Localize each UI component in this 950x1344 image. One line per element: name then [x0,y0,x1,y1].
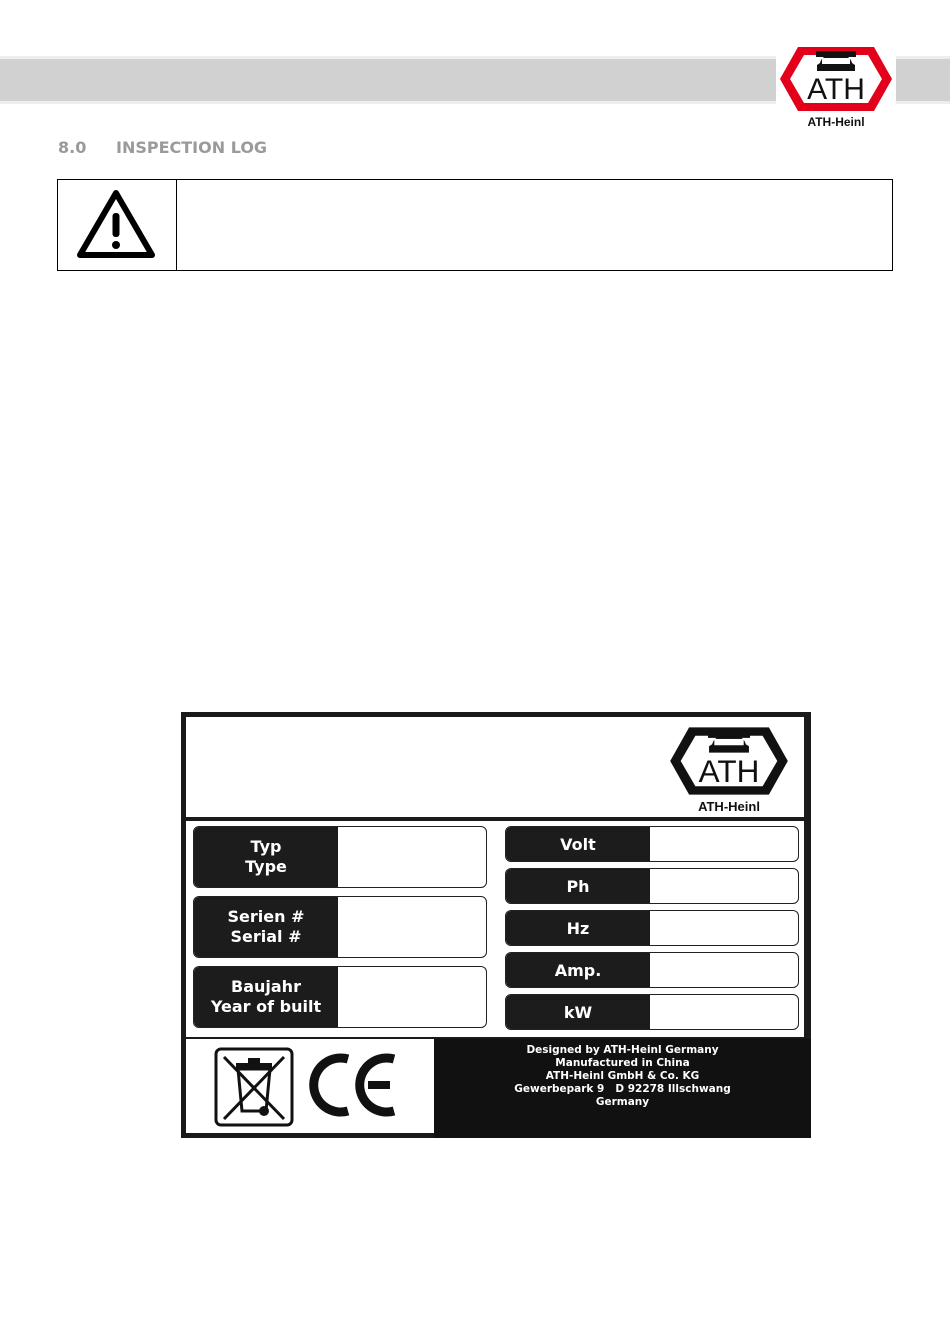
nameplate-header [186,717,804,817]
field-hz: Hz [505,910,799,946]
footer-line: Manufactured in China [555,1057,690,1069]
section-heading [58,138,267,157]
nameplate [181,712,811,1138]
warning-triangle-icon [76,189,156,259]
svg-text:ATH: ATH [807,73,865,106]
svg-text:ATH: ATH [698,753,760,789]
warning-box [57,179,893,271]
nameplate-manufacturer-info [434,1039,811,1138]
ath-heinl-logo [776,43,896,131]
field-amp: Amp. [505,952,799,988]
field-year-label: Baujahr Year of built [194,967,338,1027]
logo-caption: ATH-Heinl [807,115,865,129]
footer-line: ATH-Heinl GmbH & Co. KG [545,1070,700,1082]
section-number: 8.0 [58,138,87,157]
field-volt: Volt [505,826,799,862]
field-type-label: Typ Type [194,827,338,887]
footer-line: Designed by ATH-Heinl Germany [526,1044,719,1056]
crossed-out-bin-icon [214,1047,294,1127]
nameplate-fields [186,821,804,1037]
field-serial [193,896,487,958]
footer-line: Gewerbepark 9 D 92278 Illschwang [514,1083,731,1095]
field-year [193,966,487,1028]
footer-line: Germany [595,1096,650,1108]
ce-mark-icon [308,1053,400,1117]
field-kw: kW [505,994,799,1030]
warning-icon-cell [58,180,177,270]
nameplate-logo-caption: ATH-Heinl [698,799,760,814]
field-ph: Ph [505,868,799,904]
section-title: INSPECTION LOG [116,138,268,157]
field-type [193,826,487,888]
nameplate-logo [666,723,792,815]
field-serial-label: Serien # Serial # [194,897,338,957]
nameplate-symbols [186,1039,434,1133]
